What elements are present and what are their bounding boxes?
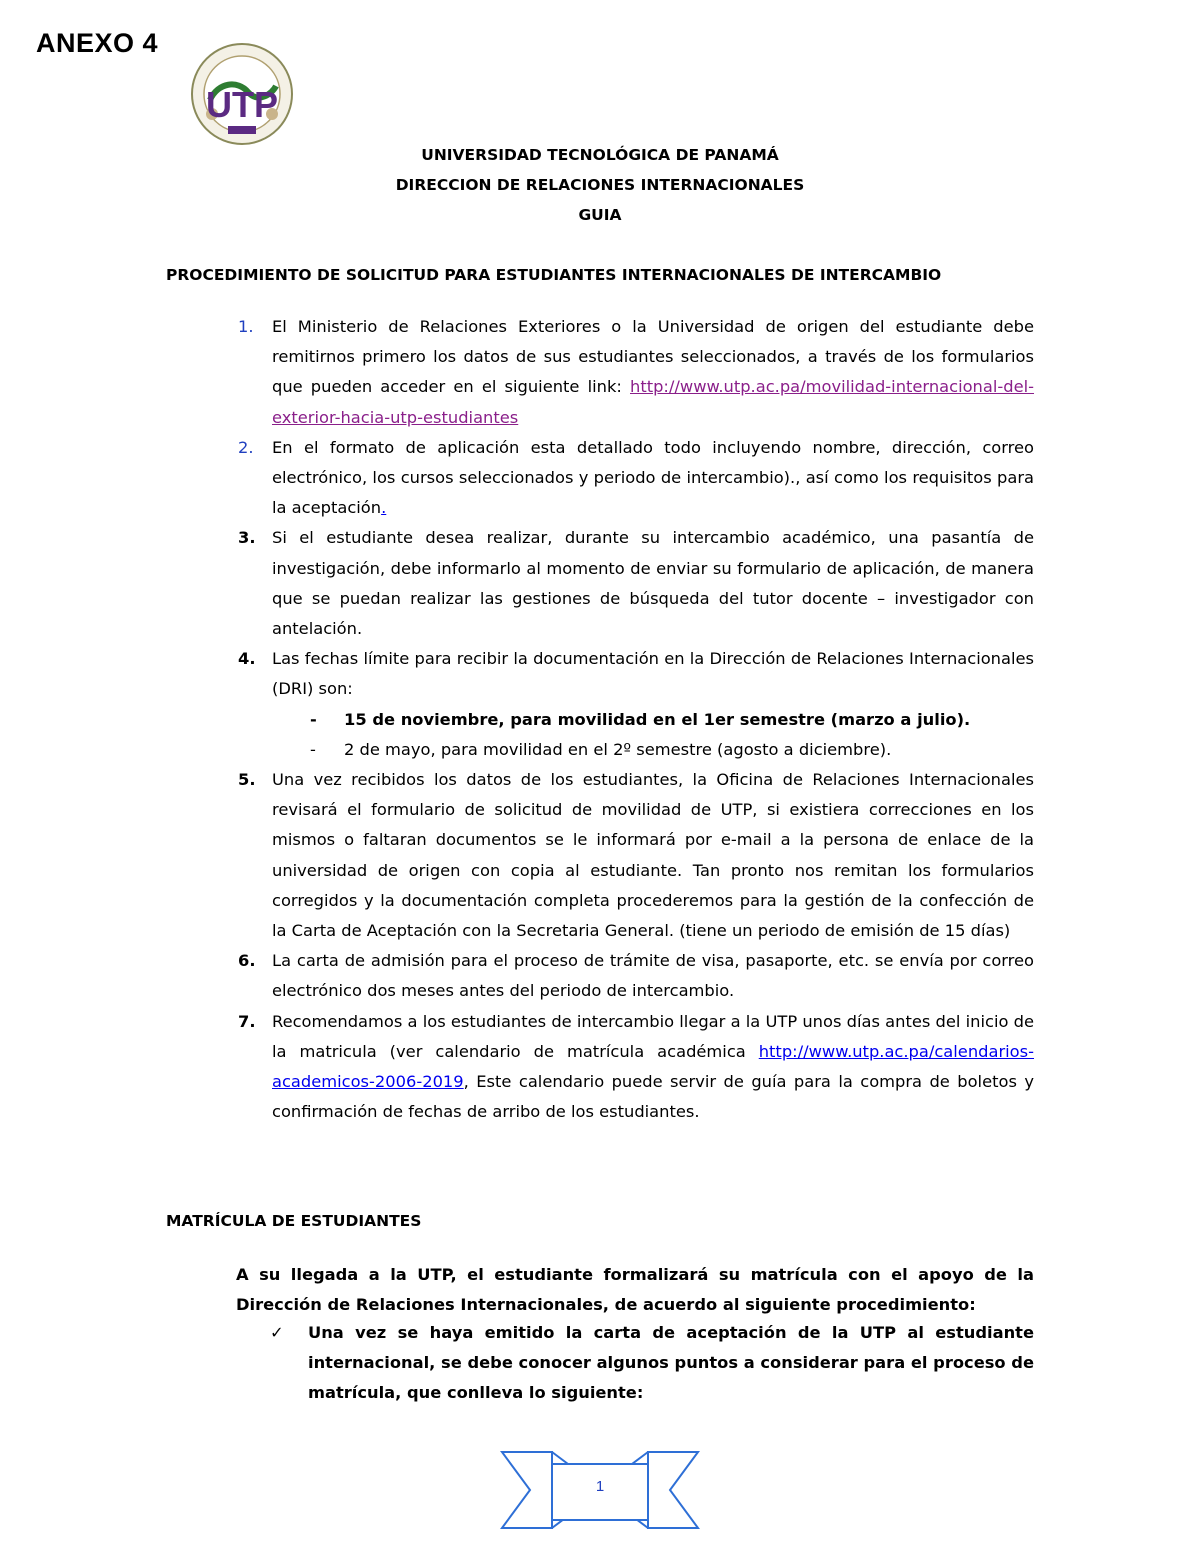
step-7 xyxy=(232,1007,1034,1128)
logo-text: UTP xyxy=(206,84,278,125)
step-text: Una vez recibidos los datos de los estudiantes, la Oficina de Relaciones Internacionales revisará el formulario de solicitud de movilidad de UTP, si existiera correcciones en los mismos o faltaran documentos se le informará por e-mail a la persona de enlace de la universidad de origen con copia al estudiante. Tan pronto nos remitan los formularios corregidos y la documentación completa procederemos para la gestión de la confección de la Carta de Aceptación con la Secretaria General. (tiene un periodo de emisión de 15 días) xyxy=(272,770,1034,941)
step-text: En el formato de aplicación esta detallado todo incluyendo nombre, dirección, correo electrónico, los cursos seleccionados y periodo de intercambio)., así como los requisitos para la aceptación xyxy=(272,437,1034,518)
step-number: 4. xyxy=(238,649,256,669)
step-number: 3. xyxy=(238,528,256,548)
step-3 xyxy=(232,523,1034,644)
doc-type: GUIA xyxy=(578,206,622,224)
step-5 xyxy=(232,765,1034,946)
step-text-after: , Este calendario puede servir de guía para la compra de boletos y confirmación de fechas de arribo de los estudiantes. xyxy=(272,1072,1034,1122)
step-number: 1. xyxy=(238,317,254,336)
deadline-first-semester: - 15 de noviembre, para movilidad en el 1er semestre (marzo a julio). xyxy=(310,709,971,729)
checkmark-icon: ✓ xyxy=(270,1323,284,1342)
step-6 xyxy=(232,946,1034,1006)
forms-link[interactable]: http://www.utp.ac.pa/movilidad-internacional-del-exterior-hacia-utp-estudiantes xyxy=(272,377,1034,427)
utp-logo xyxy=(188,42,296,147)
department-name: DIRECCION DE RELACIONES INTERNACIONALES xyxy=(395,176,805,194)
calendar-link[interactable]: http://www.utp.ac.pa/calendarios-academicos-2006-2019 xyxy=(272,1041,1034,1092)
step-text: La carta de admisión para el proceso de trámite de visa, pasaporte, etc. se envía por correo electrónico dos meses antes del periodo de intercambio. xyxy=(272,951,1034,1001)
step-1 xyxy=(232,312,1034,433)
enrollment-title: MATRÍCULA DE ESTUDIANTES xyxy=(166,1212,422,1230)
step-2 xyxy=(232,433,1034,524)
step-number: 5. xyxy=(238,770,256,790)
university-name: UNIVERSIDAD TECNOLÓGICA DE PANAMÁ xyxy=(421,146,779,164)
procedure-steps xyxy=(232,312,1034,1127)
step-number: 6. xyxy=(238,951,256,971)
page-number: 1 xyxy=(595,1478,605,1495)
step-4 xyxy=(232,644,1034,765)
step-number: 2. xyxy=(238,437,254,457)
step-text: Si el estudiante desea realizar, durante su intercambio académico, una pasantía de investigación, debe informarlo al momento de enviar su formulario de aplicación, de manera que se puedan realizar las gestiones de búsqueda del tutor docente – investigador con antelación. xyxy=(272,528,1034,639)
step-text: Recomendamos a los estudiantes de intercambio llegar a la UTP unos días antes del inicio de la matricula (ver calendario de matrícula académica xyxy=(272,1011,1034,1061)
step-text: Las fechas límite para recibir la documentación en la Dirección de Relaciones Internacionales (DRI) son: xyxy=(272,649,1034,699)
enrollment-intro: A su llegada a la UTP, el estudiante formalizará su matrícula con el apoyo de la Dirección de Relaciones Internacionales, de acuerdo al siguiente procedimiento: xyxy=(236,1265,1034,1315)
annex-label: ANEXO 4 xyxy=(36,28,159,58)
enrollment-check-item: ✓ Una vez se haya emitido la carta de aceptación de la UTP al estudiante internacional, se debe conocer algunos puntos a considerar para el proceso de matrícula, que conlleva lo siguiente: xyxy=(270,1318,1034,1409)
period-link[interactable]: . xyxy=(381,498,387,518)
step-text: El Ministerio de Relaciones Exteriores o la Universidad de origen del estudiante debe remitirnos primero los datos de sus estudiantes seleccionados, a través de los formularios que pueden acceder en el siguiente link: xyxy=(272,317,1034,397)
deadline-second-semester: - 2 de mayo, para movilidad en el 2º semestre (agosto a diciembre). xyxy=(310,739,892,759)
procedure-title: PROCEDIMIENTO DE SOLICITUD PARA ESTUDIANTES INTERNACIONALES DE INTERCAMBIO xyxy=(166,266,942,284)
step-number: 7. xyxy=(238,1011,256,1031)
